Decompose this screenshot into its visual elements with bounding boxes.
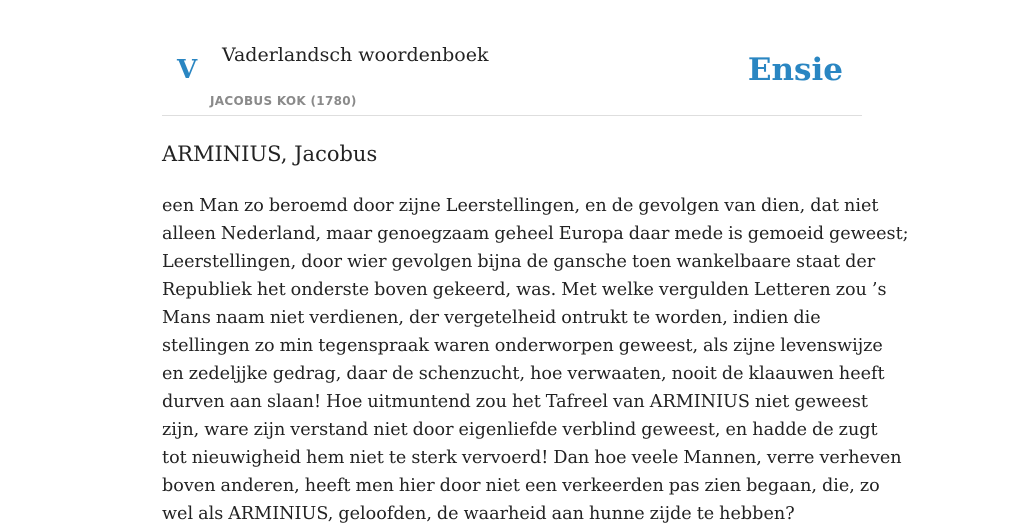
book-author: JACOBUS KOK (1780) (210, 94, 357, 108)
entry-line: Leerstellingen, door wier gevolgen bijna de gansche toen wankelbaare staat der (162, 252, 876, 272)
entry-line: alleen Nederland, maar genoegzaam geheel Europa daar mede is gemoeid geweest; (162, 224, 909, 244)
entry-line: wel als ARMINIUS, geloofden, de waarheid aan hunne zijde te hebben? (162, 504, 795, 524)
entry-line: tot nieuwigheid hem niet te sterk vervoerd! Dan hoe veele Mannen, verre verheven (162, 448, 902, 468)
brand-logo-link[interactable]: Ensie (747, 52, 843, 88)
site-header (162, 0, 862, 116)
entry-line: een Man zo beroemd door zijne Leerstellingen, en de gevolgen van dien, dat niet (162, 196, 879, 216)
entry-line: en zedeljjke gedrag, daar de schenzucht, hoe verwaaten, nooit de klaauwen heeft (162, 364, 885, 384)
entry-body (162, 192, 909, 528)
entry-line: Mans naam niet verdienen, der vergetelheid ontrukt te worden, indien die (162, 308, 821, 328)
entry-line: zijn, ware zijn verstand niet door eigenliefde verblind geweest, en hadde de zugt (162, 420, 878, 440)
entry-line: Republiek het onderste boven gekeerd, was. Met welke vergulden Letteren zou ’s (162, 280, 887, 300)
entry-line: boven anderen, heeft men hier door niet een verkeerden pas zien begaan, die, zo (162, 476, 880, 496)
entry-line: durven aan slaan! Hoe uitmuntend zou het Tafreel van ARMINIUS niet geweest (162, 392, 868, 412)
entry-line: stellingen zo min tegenspraak waren onderworpen geweest, als zijne levenswijze (162, 336, 883, 356)
book-logo-letter[interactable]: V (177, 55, 198, 85)
entry-title: ARMINIUS, Jacobus (162, 142, 378, 166)
book-title[interactable]: Vaderlandsch woordenboek (222, 44, 489, 66)
